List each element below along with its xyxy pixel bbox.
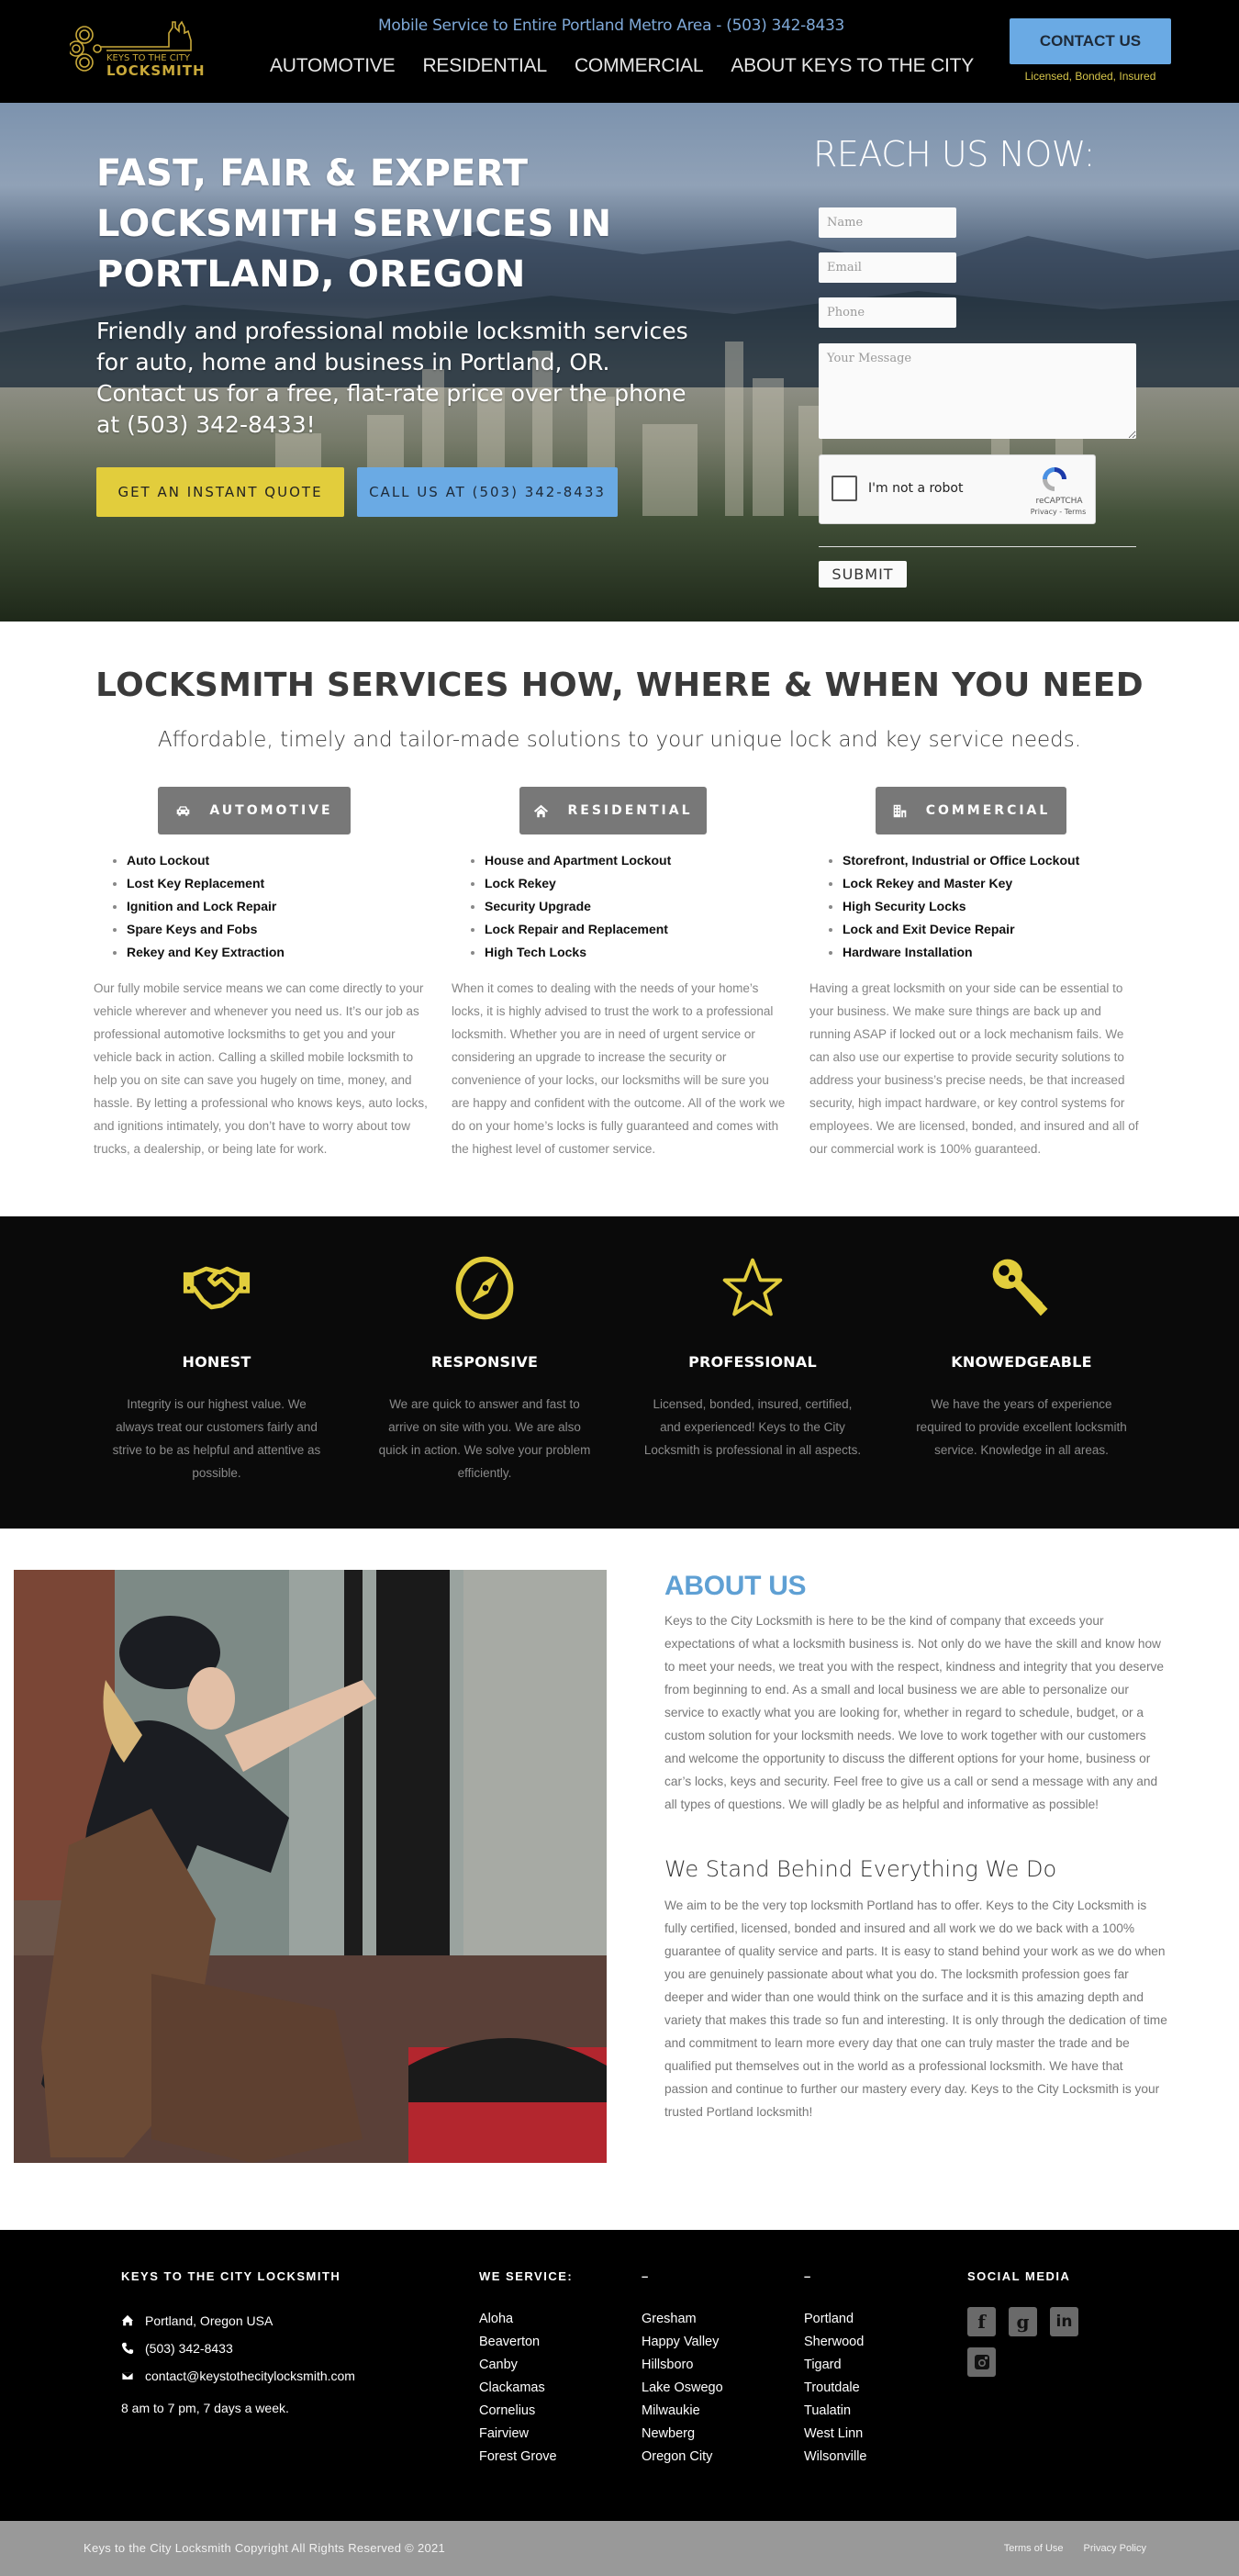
header-tagline: Mobile Service to Entire Portland Metro Area - (503) 342-8433 [378, 17, 845, 35]
value-text: We have the years of experience required to provide excellent locksmith service. Knowledge in all areas. [916, 1397, 1127, 1457]
commercial-description: Having a great locksmith on your side can be essential to your business. We make sure things are back up and running ASAP if locked out or a lock mechanism fails. We can also use our expertise to provide security solutions to address your business’s precise needs, be that increased security, high impact hardware, or key control systems for employees. We are licensed, bonded, and insured and all of our commercial work is 100% guaranteed. [809, 981, 1139, 1156]
about-section [0, 1529, 1239, 2230]
list-item: • Lock Rekey and Master Key [843, 872, 1151, 895]
service-column-residential [452, 787, 793, 1160]
site-header [0, 0, 1239, 103]
footer-address: Portland, Oregon USA [121, 2307, 355, 2335]
automotive-service-list [127, 849, 435, 964]
city-link[interactable]: Cornelius [479, 2403, 536, 2418]
logo-key-skyline-icon [70, 17, 228, 83]
list-item: • Spare Keys and Fobs [127, 918, 435, 941]
city-link[interactable]: Gresham [642, 2312, 697, 2326]
value-text: Licensed, bonded, insured, certified, and experienced! Keys to the City Locksmith is professional in all aspects. [643, 1397, 862, 1457]
city-link[interactable]: Fairview [479, 2426, 529, 2441]
locksmith-photo-illustration [14, 1570, 607, 2163]
recaptcha-checkbox[interactable] [832, 476, 857, 501]
residential-service-list [485, 849, 793, 964]
star-icon [718, 1253, 787, 1323]
city-link[interactable]: Tigard [804, 2358, 842, 2372]
legal-links [1004, 2543, 1146, 2554]
logo-text-line1: KEYS TO THE CITY [106, 53, 190, 63]
value-text: We are quick to answer and fast to arrive on site with you. We are also quick in action. We solve your problem efficiently. [378, 1397, 591, 1480]
footer-dash-heading: – [804, 2269, 812, 2283]
residential-button-label: RESIDENTIAL [567, 803, 693, 818]
recaptcha-privacy-terms[interactable]: Privacy - Terms [1030, 508, 1087, 516]
footer-service-heading: WE SERVICE: [479, 2269, 574, 2283]
city-link[interactable]: Aloha [479, 2312, 514, 2326]
footer-hours: 8 am to 7 pm, 7 days a week. [121, 2401, 289, 2415]
city-link[interactable]: Sherwood [804, 2335, 865, 2349]
stand-behind-text: We aim to be the very top locksmith Portland has to offer. Keys to the City Locksmith is fully certified, licensed, bonded and insured and all work we do we back with a 100% guarantee of quality service and parts. It is easy to stand behind your work as we do when you are genuinely passionate about what you do. The locksmith profession goes far deeper and wider than one would think on the surface and it is this amazing depth and variety that makes this trade so fun and interesting. It is only through the dedication of time and commitment to learn more every day that one can truly master the trade and be qualified put themselves out in the world as a professional locksmith. We have that passion and continue to further our mastery every day. Keys to the City Locksmith is your trusted Portland locksmith! [664, 1898, 1167, 2119]
handshake-icon [182, 1253, 251, 1323]
list-item: • Lock Rekey [485, 872, 793, 895]
list-item: • High Security Locks [843, 895, 1151, 918]
value-honest [106, 1253, 327, 1484]
phone-icon [121, 2342, 134, 2355]
city-link[interactable]: Forest Grove [479, 2449, 557, 2464]
nav-residential[interactable]: RESIDENTIAL [422, 55, 547, 76]
logo-text-line2: LOCKSMITH [106, 62, 206, 79]
nav-automotive[interactable]: AUTOMOTIVE [270, 55, 396, 76]
city-link[interactable]: Happy Valley [642, 2335, 720, 2349]
list-item: • Hardware Installation [843, 941, 1151, 964]
about-title: ABOUT US [664, 1571, 807, 1601]
city-link[interactable]: Wilsonville [804, 2449, 867, 2464]
recaptcha-logo-icon [1040, 465, 1069, 494]
copyright-bar [0, 2521, 1239, 2576]
hero-subtitle: Friendly and professional mobile locksmith services for auto, home and business in Portland, OR. Contact us for a free, flat-rate price over the phone at (503) 342-8433! [96, 318, 688, 438]
social-links [967, 2307, 1096, 2377]
recaptcha-brand: reCAPTCHA [1035, 497, 1083, 506]
automotive-description: Our fully mobile service means we can come directly to your vehicle wherever and whenever you need us. It’s our job as professional automotive locksmiths to get you and your vehicle back in action. Calling a skilled mobile locksmith to help you on site can save you hugely on time, money, and hassle. By letting a professional who knows keys, auto locks, and ignitions intimately, you don’t have to worry about tow trucks, a dealership, or being late for work. [94, 981, 428, 1156]
main-nav [270, 55, 974, 77]
google-icon[interactable]: g [1009, 2307, 1037, 2336]
phone-input[interactable] [819, 297, 956, 328]
commercial-button-label: COMMERCIAL [925, 803, 1051, 818]
compass-icon [450, 1253, 519, 1323]
city-link[interactable]: West Linn [804, 2426, 864, 2441]
list-item: • Security Upgrade [485, 895, 793, 918]
list-item: • Lock and Exit Device Repair [843, 918, 1151, 941]
value-responsive [374, 1253, 595, 1484]
list-item: • Storefront, Industrial or Office Lockout [843, 849, 1151, 872]
instagram-glyph-icon [973, 2353, 991, 2371]
about-photo [14, 1570, 607, 2163]
value-text: Integrity is our highest value. We always treat our customers fairly and strive to be as helpful and attentive as possible. [112, 1397, 321, 1480]
city-link[interactable]: Troutdale [804, 2380, 860, 2395]
footer-email[interactable]: contact@keystothecitylocksmith.com [121, 2362, 355, 2390]
site-footer [0, 2230, 1239, 2521]
hero-section [0, 103, 1239, 622]
residential-button[interactable] [519, 787, 707, 834]
instant-quote-button[interactable]: GET AN INSTANT QUOTE [96, 467, 344, 517]
about-text: Keys to the City Locksmith is here to be the kind of company that exceeds your expectations of what a locksmith business is. Not only do we have the skill and know how to meet your needs, we treat you with the respect, kindness and integrity that you deserve from beginning to end. As a small and local business we are able to personalize our service to exactly what you are looking for, whether in regard to schedule, budget, or a custom solution for your locksmith needs. We love to work together with our customers and welcome the opportunity to discuss the different options for your home, business or car’s locks, keys and security. Feel free to give us a call or send a message with any and all types of questions. We will gladly be as helpful and informative as possible! [664, 1614, 1164, 1811]
list-item: • Ignition and Lock Repair [127, 895, 435, 918]
linkedin-icon[interactable]: in [1050, 2307, 1078, 2336]
home-icon [121, 2314, 134, 2327]
building-icon [892, 803, 908, 819]
stand-behind-title: We Stand Behind Everything We Do [664, 1856, 1057, 1882]
footer-dash-heading: – [642, 2269, 650, 2283]
services-title: LOCKSMITH SERVICES HOW, WHERE & WHEN YOU NEED [95, 666, 1144, 704]
list-item: • Lock Repair and Replacement [485, 918, 793, 941]
list-item: • House and Apartment Lockout [485, 849, 793, 872]
city-link[interactable]: Newberg [642, 2426, 696, 2441]
list-item: • Lost Key Replacement [127, 872, 435, 895]
value-title: PROFESSIONAL [688, 1353, 817, 1371]
city-link[interactable]: Oregon City [642, 2449, 713, 2464]
terms-link[interactable]: Terms of Use [1003, 2543, 1064, 2554]
nav-commercial[interactable]: COMMERCIAL [574, 55, 704, 76]
value-professional [642, 1253, 863, 1462]
copyright-text: Keys to the City Locksmith Copyright All Rights Reserved © 2021 [84, 2541, 446, 2555]
envelope-icon [121, 2369, 134, 2382]
recaptcha-widget [819, 454, 1096, 524]
city-link[interactable]: Canby [479, 2358, 518, 2372]
automotive-button-label: AUTOMOTIVE [209, 803, 333, 818]
footer-contact [121, 2307, 355, 2390]
facebook-icon[interactable]: f [967, 2307, 996, 2336]
name-input[interactable] [819, 207, 956, 238]
value-knowledgeable [911, 1253, 1132, 1462]
commercial-button[interactable] [876, 787, 1066, 834]
licensed-note: Licensed, Bonded, Insured [1024, 70, 1156, 83]
values-section [0, 1216, 1239, 1529]
list-item: • Auto Lockout [127, 849, 435, 872]
email-input[interactable] [819, 252, 956, 283]
automotive-button[interactable] [158, 787, 351, 834]
list-item: • High Tech Locks [485, 941, 793, 964]
services-section [0, 622, 1239, 1216]
hero-title: FAST, FAIR & EXPERT LOCKSMITH SERVICES IN PORTLAND, OREGON [96, 152, 612, 296]
city-link[interactable]: Beaverton [479, 2335, 541, 2349]
contact-us-button[interactable]: CONTACT US [1010, 18, 1171, 64]
commercial-service-list [843, 849, 1151, 964]
city-link[interactable]: Portland [804, 2312, 854, 2326]
key-icon [987, 1253, 1056, 1323]
residential-description: When it comes to dealing with the needs of your home’s locks, it is highly advised to trust the work to a professional locksmith. Whether you are in need of urgent service or considering an upgrade to increase the security or convenience of your locks, our locksmiths will be sure you are happy and confident with the outcome. All of the work we do on your home’s locks is fully guaranteed and comes with the highest level of customer service. [452, 981, 786, 1156]
form-divider [819, 546, 1136, 547]
city-link[interactable]: Clackamas [479, 2380, 545, 2395]
logo[interactable] [70, 17, 228, 83]
value-title: HONEST [182, 1353, 251, 1371]
service-cities-col3 [804, 2308, 867, 2469]
privacy-link[interactable]: Privacy Policy [1083, 2543, 1146, 2554]
service-column-automotive [94, 787, 435, 1160]
recaptcha-label: I'm not a robot [868, 481, 964, 496]
instagram-icon[interactable] [967, 2347, 996, 2377]
city-link[interactable]: Hillsboro [642, 2358, 694, 2372]
footer-social-heading: SOCIAL MEDIA [967, 2269, 1071, 2283]
footer-phone[interactable]: (503) 342-8433 [121, 2335, 355, 2362]
services-subtitle: Affordable, timely and tailor-made solutions to your unique lock and key service needs. [157, 728, 1082, 752]
home-icon [533, 803, 549, 819]
list-item: • Rekey and Key Extraction [127, 941, 435, 964]
city-link[interactable]: Lake Oswego [642, 2380, 723, 2395]
value-title: RESPONSIVE [430, 1353, 539, 1371]
call-us-button[interactable]: CALL US AT (503) 342-8433 [357, 467, 618, 517]
submit-button[interactable]: SUBMIT [819, 561, 907, 588]
service-column-commercial [809, 787, 1151, 1160]
message-textarea[interactable] [819, 343, 1136, 439]
nav-about[interactable]: ABOUT KEYS TO THE CITY [731, 55, 975, 76]
city-link[interactable]: Tualatin [804, 2403, 852, 2418]
service-cities-col1 [479, 2308, 557, 2469]
footer-company-heading: KEYS TO THE CITY LOCKSMITH [121, 2269, 341, 2283]
value-title: KNOWEDGEABLE [951, 1353, 1092, 1371]
contact-form-title: REACH US NOW: [813, 134, 1095, 174]
service-cities-col2 [642, 2308, 723, 2469]
city-link[interactable]: Milwaukie [642, 2403, 700, 2418]
car-icon [175, 803, 191, 819]
